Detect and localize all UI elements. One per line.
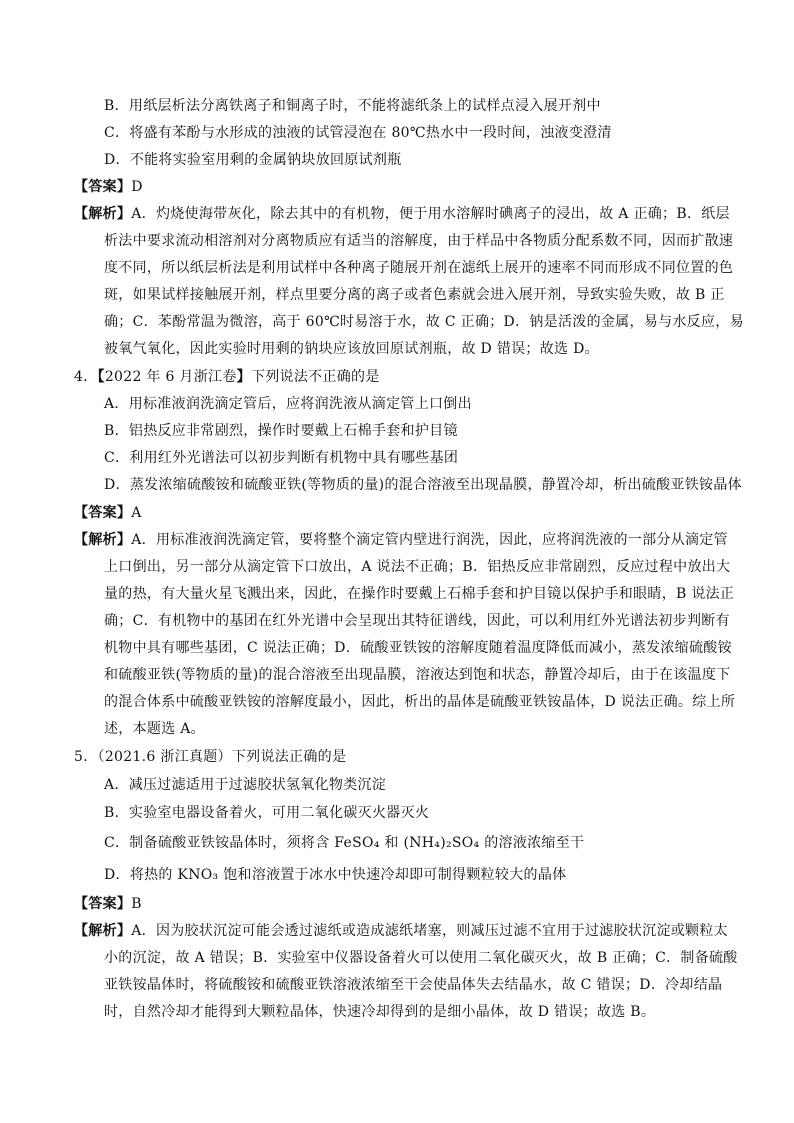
analysis-label: 解析 (88, 532, 117, 548)
q4-answer-row: 【答案】A (74, 505, 142, 521)
q4-analysis-text: 机物中具有哪些基团，C 说法正确；D．硫酸亚铁铵的溶解度随着温度降低而减小，蒸发浓缩硫酸铵 (104, 640, 732, 656)
q4-analysis-row-1: 【解析】A．用标准液润洗滴定管，要将整个滴定管内壁进行润洗，因此，应将润洗液的一部分从滴定管 (74, 532, 728, 548)
q4-option-c: C．利用红外光谱法可以初步判断有机物中具有哪些基团 (104, 450, 459, 466)
q3-analysis-text: 斑，如果试样接触展开剂，样点里要分离的离子或者色素就会进入展开剂，导致实验失败，故 B 正 (104, 287, 725, 303)
q5-analysis-text: 时，自然冷却才能得到大颗粒晶体，快速冷却得到的是细小晶体，故 D 错误；故选 B。 (104, 1004, 656, 1020)
answer-label: 答案 (88, 505, 117, 521)
q4-stem: 下列说法不正确的是 (250, 369, 380, 385)
q3-option-b: B．用纸层析法分离铁离子和铜离子时，不能将滤纸条上的试样点浸入展开剂中 (104, 98, 601, 114)
q5-analysis-text: A．因为胶状沉淀可能会透过滤纸或造成滤纸堵塞，则减压过滤不宜用于过滤胶状沉淀或颗粒太 (131, 923, 728, 939)
q4-option-d: D．蒸发浓缩硫酸铵和硫酸亚铁(等物质的量)的混合溶液至出现晶膜，静置冷却，析出硫酸亚铁铵晶体 (104, 477, 742, 493)
analysis-label: 解析 (88, 206, 117, 222)
q5-analysis-row-1: 【解析】A．因为胶状沉淀可能会透过滤纸或造成滤纸堵塞，则减压过滤不宜用于过滤胶状沉淀或颗粒太 (74, 923, 728, 939)
q4-number: 4． (74, 369, 98, 385)
q3-analysis-text: A．灼烧使海带灰化，除去其中的有机物，便于用水溶解时碘离子的浸出，故 A 正确；B．纸层 (131, 206, 730, 222)
q3-analysis-text: 析法中要求流动相溶剂对分离物质应有适当的溶解度，由于样品中各物质分配系数不同，因而扩散速 (104, 233, 734, 249)
q3-option-c: C．将盛有苯酚与水形成的浊液的试管浸泡在 80℃热水中一段时间，浊液变澄清 (104, 125, 612, 141)
q4-analysis-text: 量的热，有大量火星飞溅出来，因此，在操作时要戴上石棉手套和护目镜以保护手和眼睛，B 说法正 (104, 586, 735, 602)
q3-option-d: D．不能将实验室用剩的金属钠块放回原试剂瓶 (104, 152, 402, 168)
q5-answer-value: B (131, 896, 142, 912)
analysis-label: 解析 (88, 923, 117, 939)
q4-option-b: B．铝热反应非常剧烈，操作时要戴上石棉手套和护目镜 (104, 423, 458, 439)
answer-label: 答案 (88, 896, 117, 912)
q5-analysis-text: 亚铁铵晶体时，将硫酸铵和硫酸亚铁溶液浓缩至干会使晶体失去结晶水，故 C 错误；D．冷却结晶 (104, 977, 723, 993)
q5-stem: 下列说法正确的是 (231, 749, 347, 765)
q3-analysis-row-1: 【解析】A．灼烧使海带灰化，除去其中的有机物，便于用水溶解时碘离子的浸出，故 A 正确；B．纸层 (74, 206, 730, 222)
q4-option-a: A．用标准液润洗滴定管后，应将润洗液从滴定管上口倒出 (104, 396, 472, 412)
q4-answer-value: A (131, 505, 142, 521)
q5-option-d: D．将热的 KNO₃ 饱和溶液置于冰水中快速冷却即可制得颗粒较大的晶体 (104, 867, 567, 883)
q4-source: 2022 年 6 月浙江卷 (104, 369, 237, 385)
q4-analysis-text: A．用标准液润洗滴定管，要将整个滴定管内壁进行润洗，因此，应将润洗液的一部分从滴定管 (131, 532, 728, 548)
q3-answer-value: D (131, 179, 143, 195)
q5-answer-row: 【答案】B (74, 896, 142, 912)
q5-stem-row (74, 746, 346, 768)
q4-analysis-text: 述，本题选 A。 (104, 721, 205, 737)
q5-option-c: C．制备硫酸亚铁铵晶体时，须将含 FeSO₄ 和 (NH₄)₂SO₄ 的溶液浓缩至干 (104, 835, 585, 851)
q4-stem-row: 4．【2022 年 6 月浙江卷】下列说法不正确的是 (74, 369, 380, 385)
q3-answer-row: 【答案】D (74, 179, 143, 195)
q5-source: （2021.6 浙江真题） (97, 749, 232, 765)
q4-analysis-text: 上口倒出，另一部分从滴定管下口放出，A 说法不正确；B．铝热反应非常剧烈，反应过程中放出大 (104, 559, 731, 575)
q5-analysis-text: 小的沉淀，故 A 错误；B．实验室中仪器设备着火可以使用二氧化碳灭火，故 B 正确；C．制备硫酸 (104, 950, 738, 966)
q4-analysis-text: 的混合体系中硫酸亚铁铵的溶解度最小，因此，析出的晶体是硫酸亚铁铵晶体，D 说法正确。综上所 (104, 694, 736, 710)
q4-analysis-text: 确；C．有机物中的基团在红外光谱中会呈现出其特征谱线，因此，可以利用红外光谱法初步判断有 (104, 613, 730, 629)
q3-analysis-text: 确；C．苯酚常温为微溶，高于 60℃时易溶于水，故 C 正确；D．钠是活泼的金属，易与水反应，易 (104, 314, 744, 330)
q4-analysis-text: 和硫酸亚铁(等物质的量)的混合溶液至出现晶膜，溶液达到饱和状态，静置冷却后，由于在该温度下 (104, 667, 731, 683)
q5-option-a: A．减压过滤适用于过滤胶状氢氧化物类沉淀 (104, 777, 387, 793)
answer-label: 答案 (88, 179, 117, 195)
q3-analysis-text: 被氧气氧化，因此实验时用剩的钠块应该放回原试剂瓶，故 D 错误；故选 D。 (104, 341, 599, 357)
q3-analysis-text: 度不同，所以纸层析法是利用试样中各种离子随展开剂在滤纸上展开的速率不同而形成不同位置的色 (104, 260, 734, 276)
q5-number: 5． (74, 749, 98, 765)
q5-option-b: B．实验室电器设备着火，可用二氧化碳灭火器灭火 (104, 805, 430, 821)
